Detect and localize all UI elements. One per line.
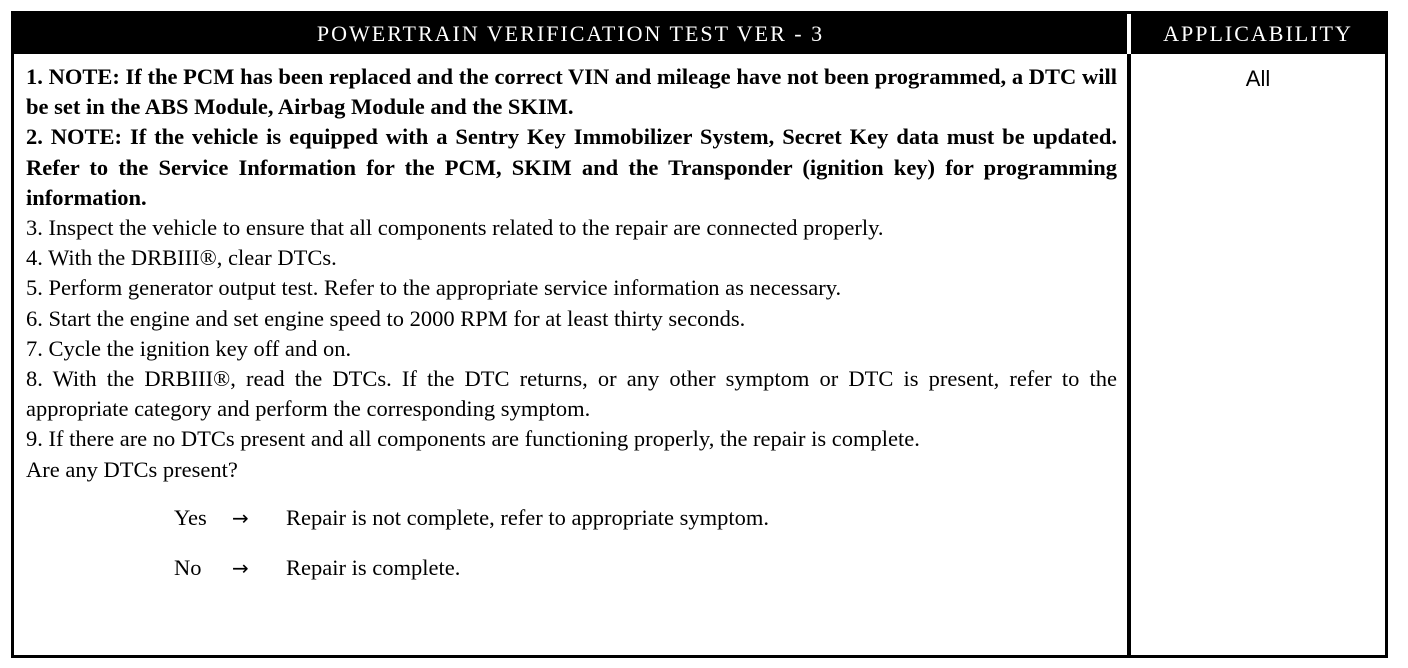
arrow-right-icon: → bbox=[232, 505, 249, 530]
verification-test-table bbox=[11, 11, 1388, 658]
applicability-value: All bbox=[1245, 66, 1271, 91]
procedure-cell bbox=[14, 54, 1127, 655]
step-6: 6. Start the engine and set engine speed to 2000 RPM for at least thirty seconds. bbox=[26, 305, 746, 331]
table-header bbox=[14, 14, 1385, 54]
answer-no-label: No bbox=[174, 554, 202, 580]
answer-no bbox=[26, 553, 1117, 583]
answer-yes bbox=[26, 503, 1117, 533]
table-body bbox=[14, 54, 1385, 655]
answer-yes-label: Yes bbox=[174, 504, 207, 530]
answer-yes-result: Repair is not complete, refer to appropriate symptom. bbox=[286, 504, 769, 530]
test-title: POWERTRAIN VERIFICATION TEST VER - 3 bbox=[316, 21, 825, 46]
question: Are any DTCs present? bbox=[26, 456, 238, 482]
step-5: 5. Perform generator output test. Refer to the appropriate service information as necessary. bbox=[26, 275, 842, 301]
step-9: 9. If there are no DTCs present and all components are functioning properly, the repair is complete. bbox=[26, 426, 920, 452]
step-1: 1. NOTE: If the PCM has been replaced and the correct VIN and mileage have not been programmed, a DTC will be set in the ABS Module, Airbag Module and the SKIM. bbox=[26, 64, 1117, 120]
step-3: 3. Inspect the vehicle to ensure that all components related to the repair are connected properly. bbox=[26, 215, 884, 241]
step-2: 2. NOTE: If the vehicle is equipped with a Sentry Key Immobilizer System, Secret Key data must be updated. Refer to the Service Information for the PCM, SKIM and the Transponder (ignition key) for programming information. bbox=[26, 124, 1117, 210]
applicability-header: APPLICABILITY bbox=[1163, 21, 1353, 46]
arrow-right-icon: → bbox=[232, 555, 249, 580]
step-4: 4. With the DRBIII®, clear DTCs. bbox=[26, 245, 337, 271]
answer-list bbox=[26, 503, 1117, 583]
step-7: 7. Cycle the ignition key off and on. bbox=[26, 335, 352, 361]
step-8: 8. With the DRBIII®, read the DTCs. If the DTC returns, or any other symptom or DTC is present, refer to the appropriate category and perform the corresponding symptom. bbox=[26, 366, 1117, 422]
answer-no-result: Repair is complete. bbox=[286, 554, 461, 580]
